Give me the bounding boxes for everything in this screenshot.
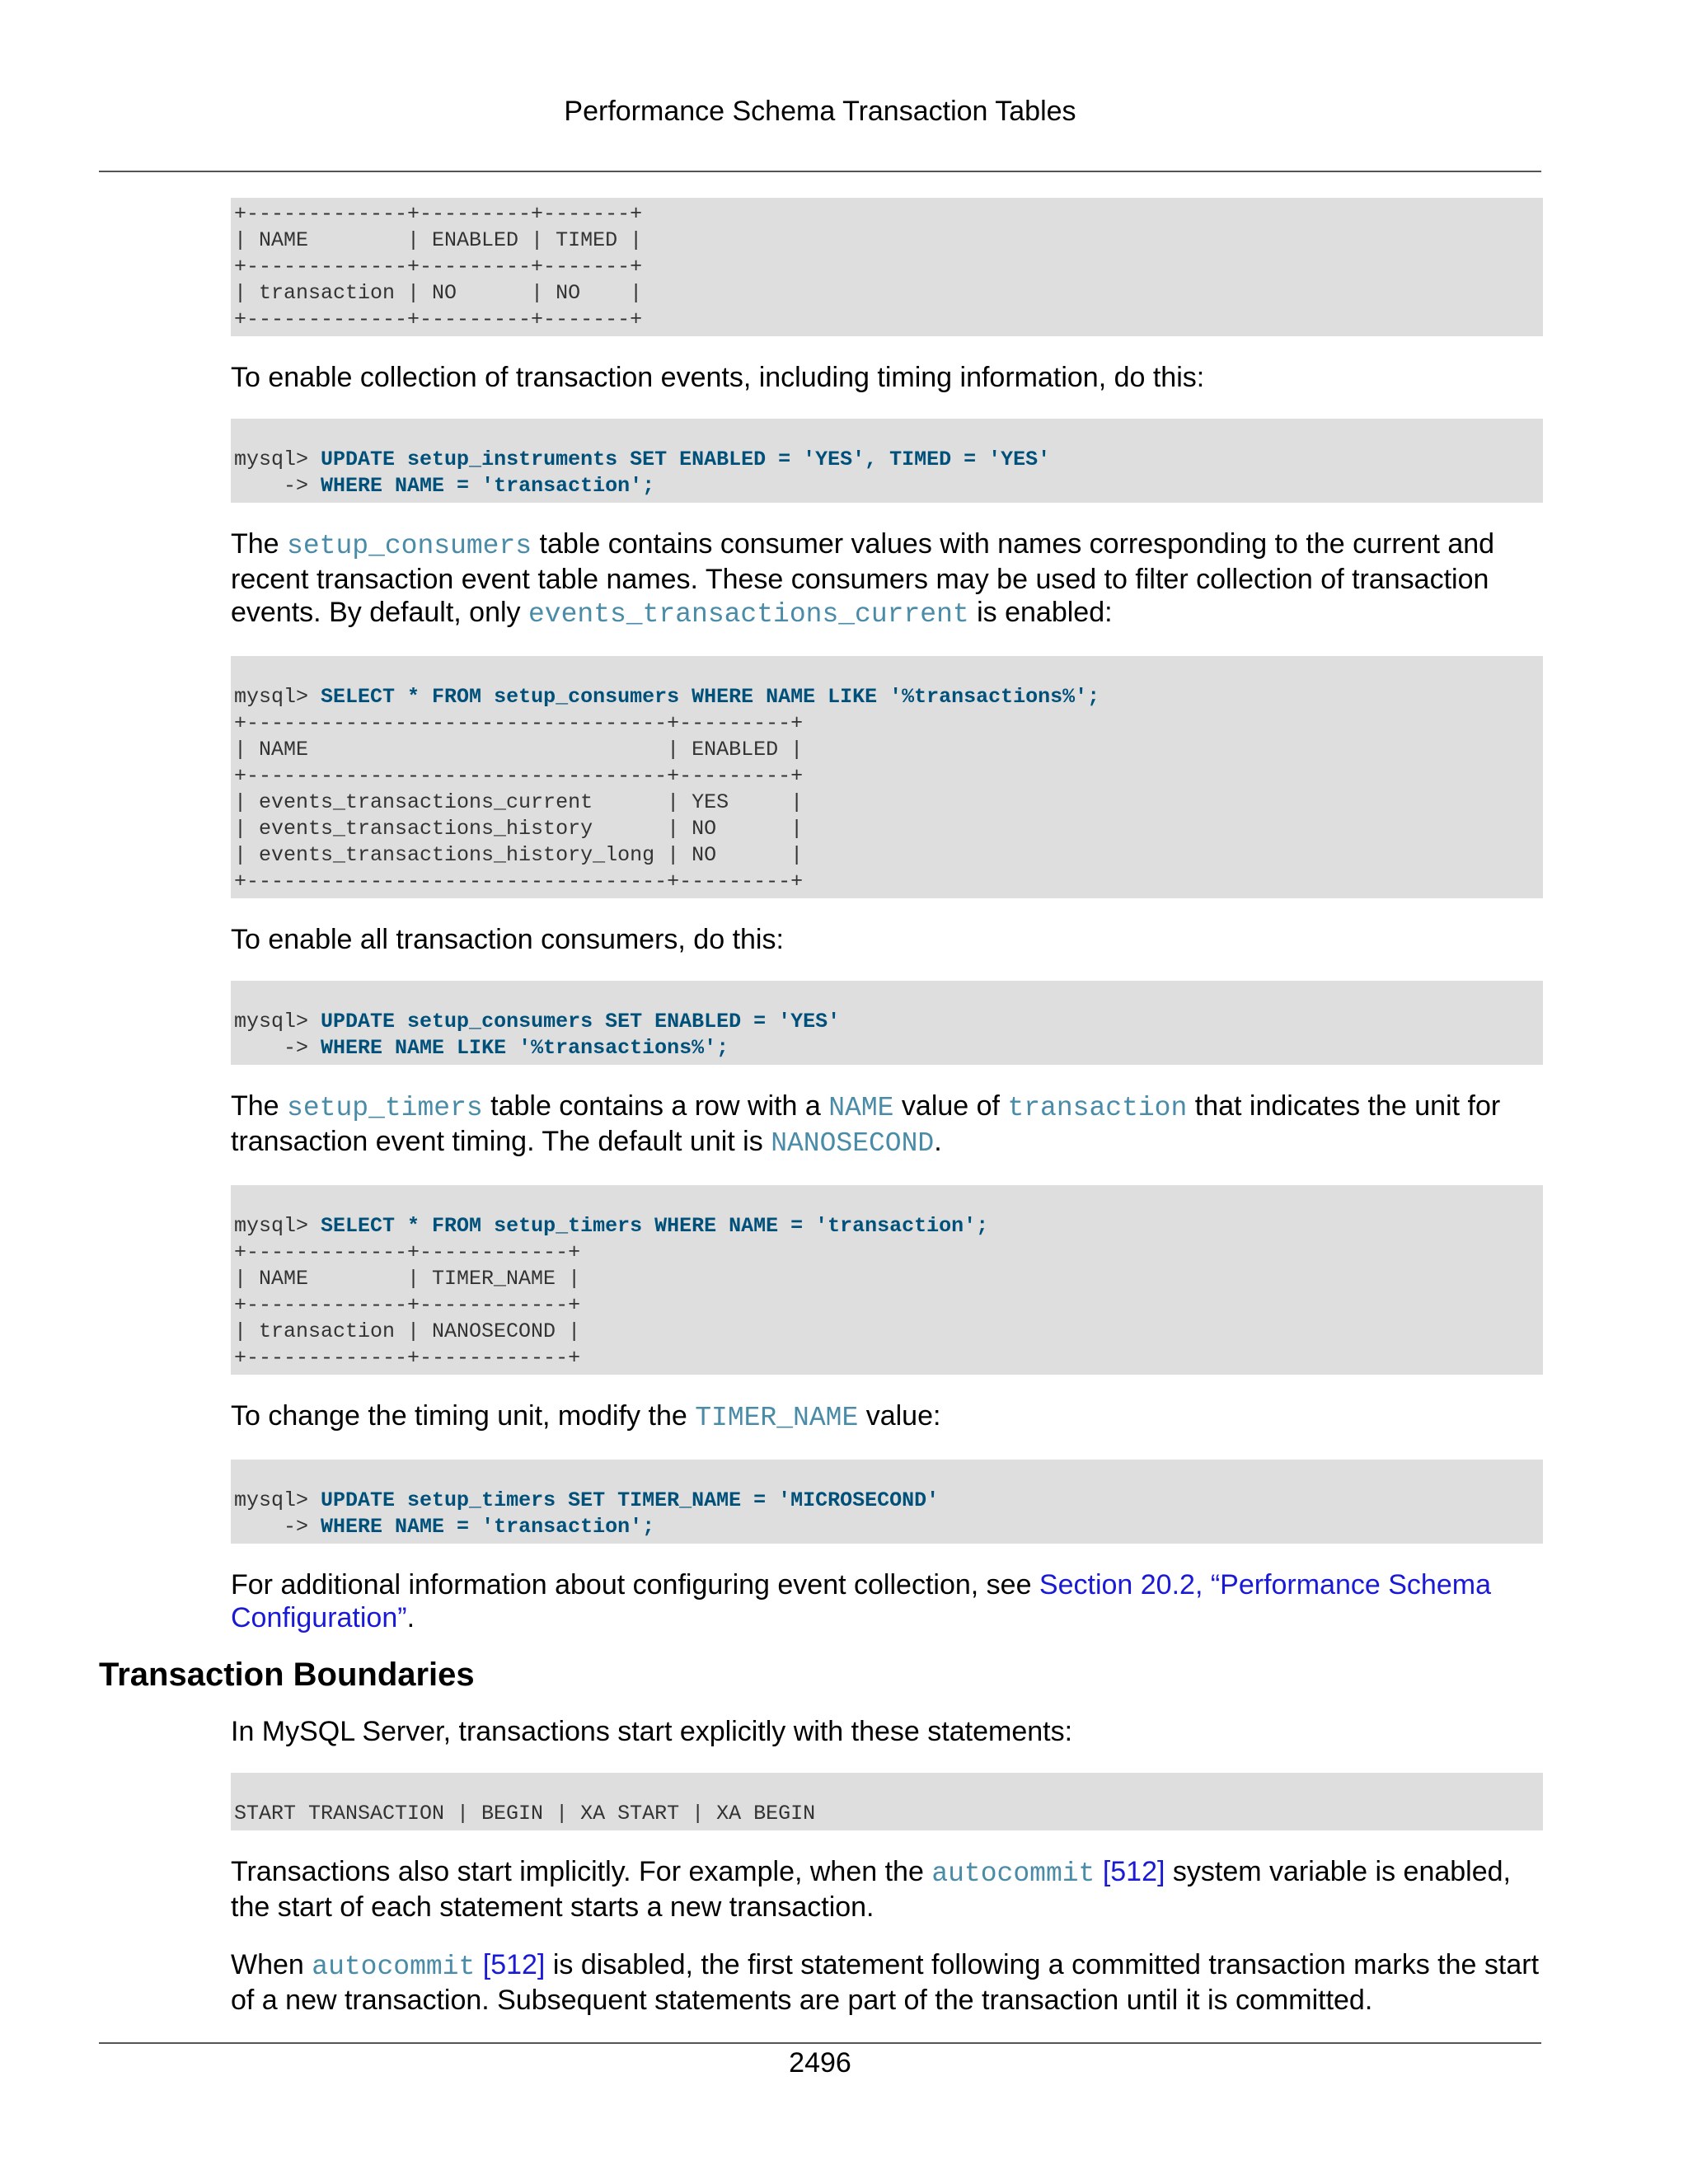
prompt: mysql> (234, 685, 321, 709)
continuation-arrow: -> (234, 474, 321, 498)
prompt: mysql> (234, 448, 321, 471)
code-literal: TIMER_NAME (695, 1403, 859, 1433)
code-literal: NAME (828, 1093, 894, 1123)
query-result: +-------------+------------+ | NAME | TIMER_NAME | +-------------+------------+ | transaction | NANOSECOND | +-------------+------------+ (234, 1240, 581, 1370)
sql-statement: SELECT * FROM setup_consumers WHERE NAME LIKE '%transactions%'; (321, 685, 1100, 709)
update-consumers-code (231, 981, 1543, 1065)
select-consumers-code (231, 656, 1543, 898)
text: For additional information about configuring event collection, see (231, 1569, 1039, 1601)
page-content (99, 198, 1543, 2017)
prompt: mysql> (234, 1214, 321, 1238)
paragraph-autocommit-disabled (231, 1948, 1543, 2017)
code-literal: autocommit (931, 1858, 1095, 1889)
code-literal: setup_consumers (287, 531, 532, 561)
update-timers-code (231, 1460, 1543, 1544)
code-literal: NANOSECOND (771, 1128, 935, 1159)
paragraph-change-unit (231, 1399, 1543, 1435)
update-instruments-code (231, 419, 1543, 503)
prompt: mysql> (234, 1488, 321, 1512)
text: system variable is enabled, the start of each statement starts a new transaction. (231, 1856, 1511, 1923)
sql-statement: WHERE NAME LIKE '%transactions%'; (321, 1036, 729, 1060)
section-title: Transaction Boundaries (99, 1657, 475, 1693)
text: table contains a row with a (482, 1090, 829, 1122)
text: The (231, 528, 288, 560)
link-autocommit-ref[interactable]: [512] (1095, 1856, 1165, 1887)
link-performance-schema-configuration[interactable]: Section 20.2, “Performance Schema Configuration” (231, 1569, 1491, 1633)
paragraph-implicit-start (231, 1855, 1543, 1924)
page-header: Performance Schema Transaction Tables (564, 96, 1076, 127)
code-literal: events_transactions_current (528, 599, 969, 630)
continuation-arrow: -> (234, 1515, 321, 1539)
page-number: 2496 (789, 2047, 851, 2079)
text: . (406, 1602, 415, 1633)
code-literal: autocommit (312, 1952, 476, 1982)
sql-statement: WHERE NAME = 'transaction'; (321, 474, 655, 498)
text: table contains consumer values with names corresponding to the current and recent transaction event table names. These consumers may be used to filter collection of transaction events. By default, only (231, 528, 1495, 628)
sql-statement: WHERE NAME = 'transaction'; (321, 1515, 655, 1539)
sql-statement: UPDATE setup_instruments SET ENABLED = 'YES', TIMED = 'YES' (321, 448, 1051, 471)
continuation-arrow: -> (234, 1036, 321, 1060)
paragraph-consumers (231, 527, 1543, 631)
paragraph-timers (231, 1090, 1543, 1160)
text: that indicates the unit for transaction event timing. The default unit is (231, 1090, 1501, 1157)
paragraph-enable-consumers: To enable all transaction consumers, do this: (231, 924, 784, 955)
start-statements-code: START TRANSACTION | BEGIN | XA START | XA BEGIN (231, 1773, 1543, 1830)
link-autocommit-ref[interactable]: [512] (475, 1949, 546, 1980)
footer-rule (99, 2042, 1541, 2044)
sql-statement: UPDATE setup_consumers SET ENABLED = 'YES' (321, 1010, 841, 1033)
text: value: (858, 1400, 941, 1432)
code-literal: setup_timers (287, 1093, 483, 1123)
paragraph-enable-collection: To enable collection of transaction events, including timing information, do this: (231, 362, 1205, 393)
prompt: mysql> (234, 1010, 321, 1033)
text: When (231, 1949, 312, 1980)
text: is disabled, the first statement following a committed transaction marks the start of a new transaction. Subsequent statements are part of the transaction until it is committed. (231, 1949, 1540, 2016)
code-literal: transaction (1007, 1093, 1188, 1123)
sql-statement: SELECT * FROM setup_timers WHERE NAME = 'transaction'; (321, 1214, 989, 1238)
text: To change the timing unit, modify the (231, 1400, 696, 1432)
text: . (934, 1126, 942, 1157)
query-result: +----------------------------------+---------+ | NAME | ENABLED | +----------------------------------+---------+ | events_transactions_current | YES | | events_transactions_history | NO | | events_transactions_history_long | NO | +----------------------------------+---------+ (234, 711, 804, 893)
select-timers-code (231, 1185, 1543, 1375)
text: Transactions also start implicitly. For example, when the (231, 1856, 932, 1887)
instruments-table-output: +-------------+---------+-------+ | NAME | ENABLED | TIMED | +-------------+---------+-------+ | transaction | NO | NO | +-------------+---------+-------+ (231, 198, 1543, 336)
text: is enabled: (968, 597, 1113, 628)
paragraph-additional-info (231, 1568, 1543, 1634)
paragraph-explicit-start: In MySQL Server, transactions start explicitly with these statements: (231, 1716, 1073, 1747)
text: value of (893, 1090, 1008, 1122)
text: The (231, 1090, 288, 1122)
sql-statement: UPDATE setup_timers SET TIMER_NAME = 'MICROSECOND' (321, 1488, 940, 1512)
header-rule (99, 171, 1541, 172)
